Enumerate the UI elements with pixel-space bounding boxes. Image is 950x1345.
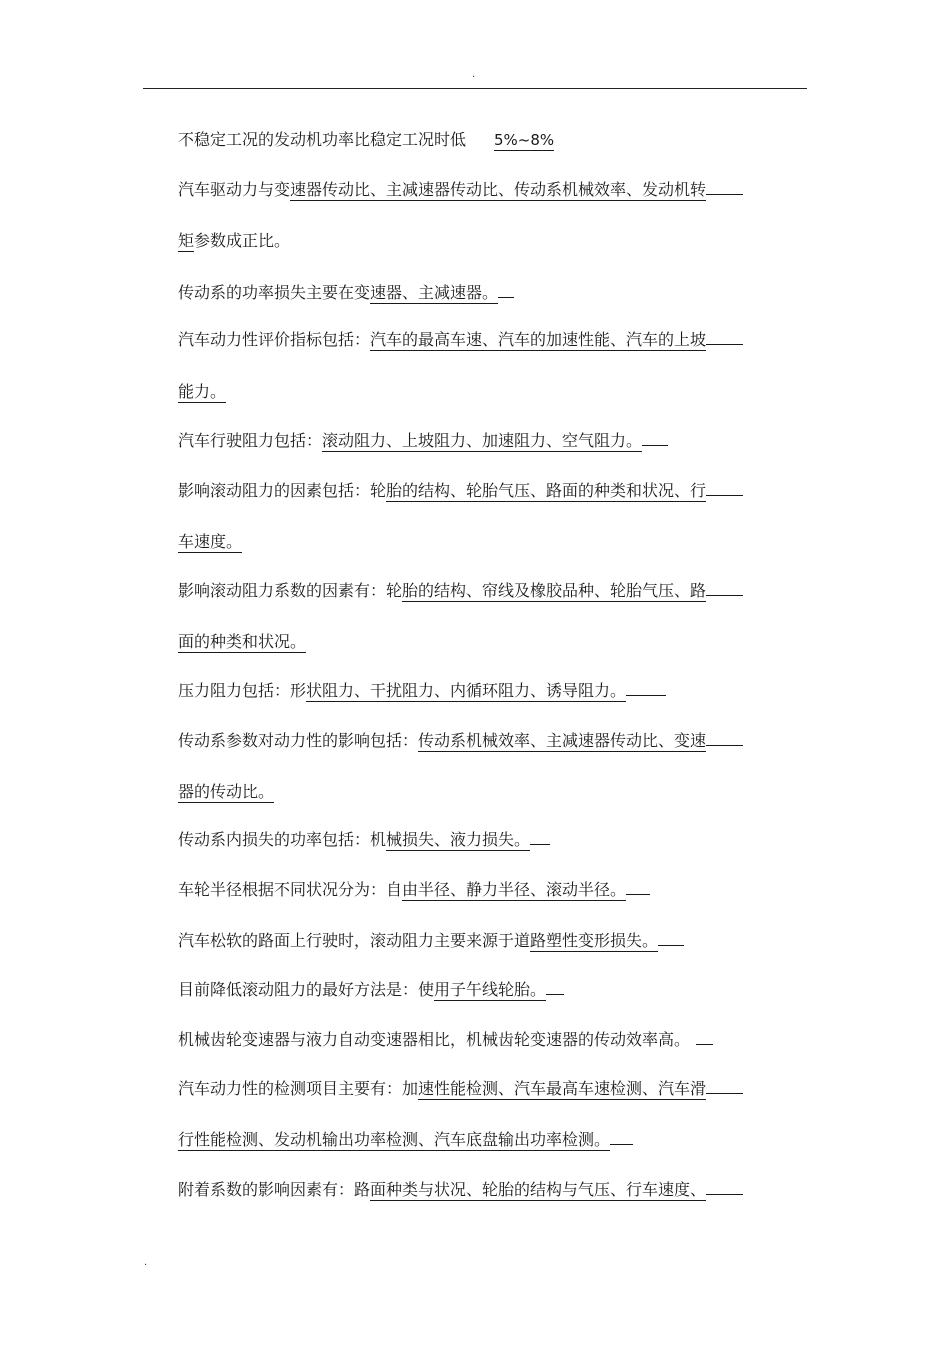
line-prefix: 传动系参数对动力性的影响包括： xyxy=(178,731,419,750)
line-answer: 由半径、静力半径、滚动半径。 xyxy=(402,880,627,899)
blank-underline xyxy=(706,1092,743,1094)
line-answer: 速器传动比、主减速器传动比、传动系机械效率、发动机转 xyxy=(290,180,707,199)
line-prefix: 目前降低滚动阻力的最好方法是：使 xyxy=(178,980,435,999)
line-answer: 车速度。 xyxy=(178,532,243,551)
fill-in-line xyxy=(178,280,514,306)
line-prefix: 汽车松软的路面上行驶时，滚动阻力主要来源于道 xyxy=(178,931,531,950)
blank-underline xyxy=(706,193,743,195)
footer-mark: . xyxy=(144,1257,148,1268)
fill-in-line xyxy=(178,478,805,504)
fill-in-line xyxy=(178,578,805,604)
line-prefix: 汽车驱动力与变 xyxy=(178,180,291,199)
fill-in-line xyxy=(178,228,290,254)
fill-in-line xyxy=(178,728,805,754)
fill-in-line xyxy=(178,1177,805,1203)
line-prefix: 汽车行驶阻力包括： xyxy=(178,431,323,450)
line-answer: 矩 xyxy=(178,231,195,250)
header-mark: . xyxy=(472,69,476,80)
line-answer: 器的传动比。 xyxy=(178,782,275,801)
fill-in-line xyxy=(178,977,564,1003)
line-answer: 用子午线轮胎。 xyxy=(434,980,547,999)
line-prefix: 不稳定工况的发动机功率比稳定工况时低 xyxy=(178,130,467,149)
fill-in-line xyxy=(178,1027,713,1053)
line-answer: 械损失、液力损失。 xyxy=(386,830,531,849)
fill-in-line xyxy=(178,877,650,903)
blank-underline xyxy=(498,296,514,298)
fill-in-line xyxy=(178,928,684,954)
fill-in-line xyxy=(178,379,226,405)
line-answer: 速器、主减速器。 xyxy=(370,283,499,302)
fill-in-line xyxy=(178,177,805,203)
line-prefix: 汽车动力性的检测项目主要有：加 xyxy=(178,1079,419,1098)
line-answer: 行性能检测、发动机输出功率检测、汽车底盘输出功率检测。 xyxy=(178,1130,611,1149)
line-answer: 面种类与状况、轮胎的结构与气压、行车速度、 xyxy=(370,1180,707,1199)
line-answer: 5%~8% xyxy=(494,131,555,149)
blank-underline xyxy=(706,594,743,596)
header-rule xyxy=(143,88,807,89)
fill-in-line xyxy=(178,428,668,454)
blank-underline xyxy=(706,343,743,345)
blank-underline xyxy=(706,1193,743,1195)
line-answer: 能力。 xyxy=(178,382,227,401)
blank-underline xyxy=(696,1043,713,1045)
blank-underline xyxy=(626,694,666,696)
line-suffix: 参数成正比。 xyxy=(194,231,291,250)
fill-in-line xyxy=(178,779,274,805)
fill-in-line xyxy=(178,678,666,704)
blank-underline xyxy=(706,744,743,746)
fill-in-line xyxy=(178,1127,633,1153)
line-prefix: 影响滚动阻力系数的因素有：轮 xyxy=(178,581,403,600)
line-answer: 路塑性变形损失。 xyxy=(530,931,659,950)
line-answer: 速性能检测、汽车最高车速检测、汽车滑 xyxy=(418,1079,707,1098)
line-prefix: 传动系内损失的功率包括：机 xyxy=(178,830,387,849)
line-prefix: 压力阻力包括：形 xyxy=(178,681,307,700)
blank-underline xyxy=(610,1143,633,1145)
blank-underline xyxy=(530,843,550,845)
fill-in-line xyxy=(178,827,550,853)
line-answer: 胎的结构、帘线及橡胶品种、轮胎气压、路 xyxy=(402,581,707,600)
blank-underline xyxy=(546,993,564,995)
line-prefix: 汽车动力性评价指标包括： xyxy=(178,330,371,349)
blank-underline xyxy=(642,444,668,446)
fill-in-line xyxy=(178,529,242,555)
line-answer: 传动系机械效率、主减速器传动比、变速 xyxy=(418,731,707,750)
fill-in-line xyxy=(178,127,554,153)
fill-in-line xyxy=(178,629,306,655)
blank-underline xyxy=(706,494,743,496)
fill-in-line xyxy=(178,327,805,353)
line-answer: 滚动阻力、上坡阻力、加速阻力、空气阻力。 xyxy=(322,431,643,450)
line-answer: 汽车的最高车速、汽车的加速性能、汽车的上坡 xyxy=(370,330,707,349)
line-prefix: 车轮半径根据不同状况分为：自 xyxy=(178,880,403,899)
line-answer: 面的种类和状况。 xyxy=(178,632,307,651)
fill-in-line xyxy=(178,1076,805,1102)
line-answer: 状阻力、干扰阻力、内循环阻力、诱导阻力。 xyxy=(306,681,627,700)
line-prefix: 影响滚动阻力的因素包括：轮 xyxy=(178,481,387,500)
line-prefix: 传动系的功率损失主要在变 xyxy=(178,283,371,302)
blank-underline xyxy=(626,893,650,895)
line-prefix: 附着系数的影响因素有：路 xyxy=(178,1180,371,1199)
line-answer: 胎的结构、轮胎气压、路面的种类和状况、行 xyxy=(386,481,707,500)
blank-underline xyxy=(658,944,684,946)
line-prefix: 机械齿轮变速器与液力自动变速器相比，机械齿轮变速器的传动效率高。 xyxy=(178,1030,691,1049)
